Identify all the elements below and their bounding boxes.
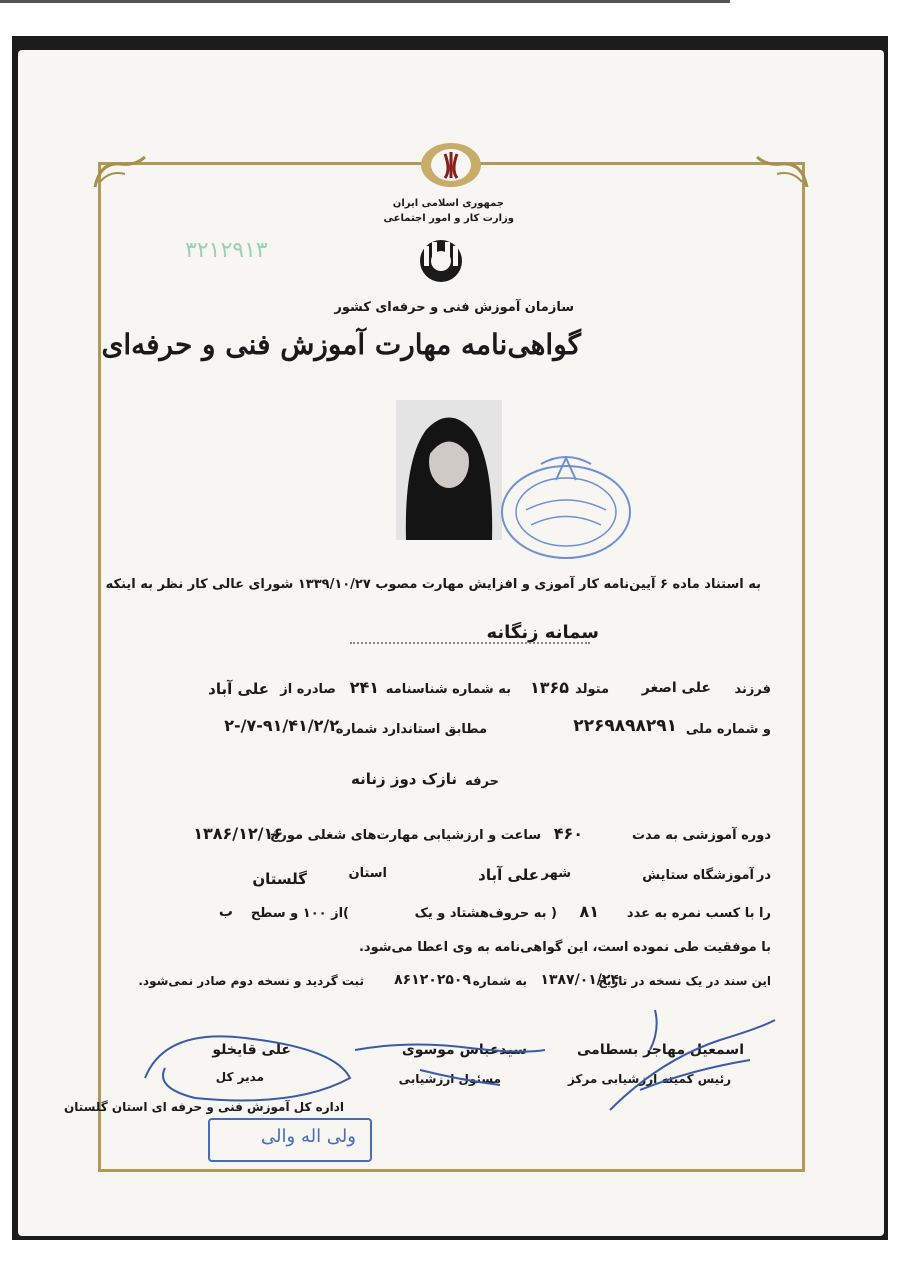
- course-text: ساعت و ارزشیابی مهارت‌های شغلی مورخ: [270, 828, 541, 843]
- province-name: گلستان: [252, 870, 307, 888]
- trade-name: نازک دوز زنانه: [351, 770, 457, 788]
- ministry-label: وزارت کار و امور اجتماعی: [383, 213, 514, 224]
- success-line: با موفقیت طی نموده است، این گواهی‌نامه به وی اعطا می‌شود.: [358, 940, 771, 955]
- standard-number: ۷-۹۱/۴۱/۲/۲/-۲: [224, 716, 339, 735]
- applicant-photo: [396, 400, 502, 540]
- score-words: هشتاد و یک: [414, 906, 489, 921]
- father-name: علی اصغر: [641, 680, 711, 696]
- national-id: ۲۲۶۹۸۹۸۲۹۱: [573, 716, 677, 736]
- corner-ornament-right: [752, 152, 812, 192]
- name-stamp-box: [208, 1118, 372, 1162]
- city-name: علی آباد: [478, 866, 539, 884]
- signatory-3-role: مدیر کل: [215, 1070, 264, 1084]
- preamble-text: به استناد ماده ۶ آیین‌نامه کار آموزی و افزایش مهارت مصوب ۱۳۳۹/۱۰/۲۷ شورای عالی کار نظر به اینکه: [105, 577, 761, 592]
- issue-text-1: این سند در یک نسخه در تاریخ: [598, 974, 771, 988]
- official-stamp: [496, 450, 636, 562]
- course-hours: ۴۶۰: [553, 824, 583, 843]
- birth-year: ۱۳۶۵: [529, 678, 569, 697]
- serial-number: ۳۲۱۲۹۱۳: [185, 238, 268, 263]
- republic-label: جمهوری اسلامی ایران: [392, 198, 504, 209]
- score-label: را با کسب نمره به عدد: [626, 906, 771, 921]
- child-of-label: فرزند: [734, 682, 771, 697]
- issue-text-3: ثبت گردید و نسخه دوم صادر نمی‌شود.: [138, 974, 364, 988]
- organization-label: سازمان آموزش فنی و حرفه‌ای کشور: [334, 300, 574, 315]
- score-level: ب: [218, 904, 233, 920]
- top-scan-line: [0, 0, 730, 3]
- recipient-name: سمانه زنگانه: [486, 622, 599, 643]
- city-label: شهر: [541, 866, 571, 881]
- id-label: به شماره شناسنامه: [385, 682, 511, 697]
- tvto-logo-icon: [418, 238, 464, 284]
- course-date: ۱۳۸۶/۱۲/۱۶: [193, 824, 283, 843]
- iran-emblem-icon: [417, 140, 485, 190]
- signature-1: [600, 1000, 790, 1120]
- course-label: دوره آموزشی به مدت: [632, 828, 771, 843]
- signatory-1-name: اسمعیل مهاجر بسطامی: [576, 1042, 744, 1058]
- corner-ornament-left: [90, 152, 150, 192]
- signatory-3-name: علی قایخلو: [212, 1042, 291, 1058]
- issued-place: علی آباد: [208, 680, 269, 698]
- issue-number: ۸۶۱۲۰۲۵۰۹: [394, 972, 471, 988]
- issued-label: صادره از: [280, 682, 336, 697]
- province-label: استان: [348, 866, 387, 881]
- born-label: متولد: [575, 682, 609, 697]
- stamp-text: ولی اله والی: [261, 1126, 356, 1147]
- certificate-title: گواهی‌نامه مهارت آموزش فنی و حرفه‌ای: [101, 328, 581, 361]
- score-words-label: ( به حروف: [488, 906, 557, 921]
- issue-date: ۱۳۸۷/۰۱/۲۴: [540, 972, 619, 988]
- signatory-1-role: رئیس کمیته ارزشیابی مرکز: [567, 1072, 731, 1086]
- in-label: در: [756, 868, 771, 883]
- institute-name: آموزشگاه ستایش: [642, 868, 754, 883]
- issue-text-2: به شماره: [472, 974, 527, 988]
- trade-label: حرفه: [465, 774, 499, 789]
- score-out-of: )از ۱۰۰ و سطح: [250, 906, 349, 921]
- national-id-label: و شماره ملی: [685, 722, 771, 737]
- id-number: ۲۴۱: [349, 678, 379, 697]
- office-line: اداره کل آموزش فنی و حرفه ای استان گلستان: [63, 1100, 344, 1114]
- standard-label: مطابق استاندارد شماره: [335, 722, 487, 737]
- name-dotted-line: [350, 642, 590, 644]
- score-number: ۸۱: [579, 902, 599, 921]
- signature-3: [135, 1018, 365, 1118]
- signatory-2-name: سیدعباس موسوی: [401, 1042, 527, 1058]
- signature-2: [350, 1030, 550, 1090]
- signatory-2-role: مسئول ارزشیابی: [398, 1072, 501, 1086]
